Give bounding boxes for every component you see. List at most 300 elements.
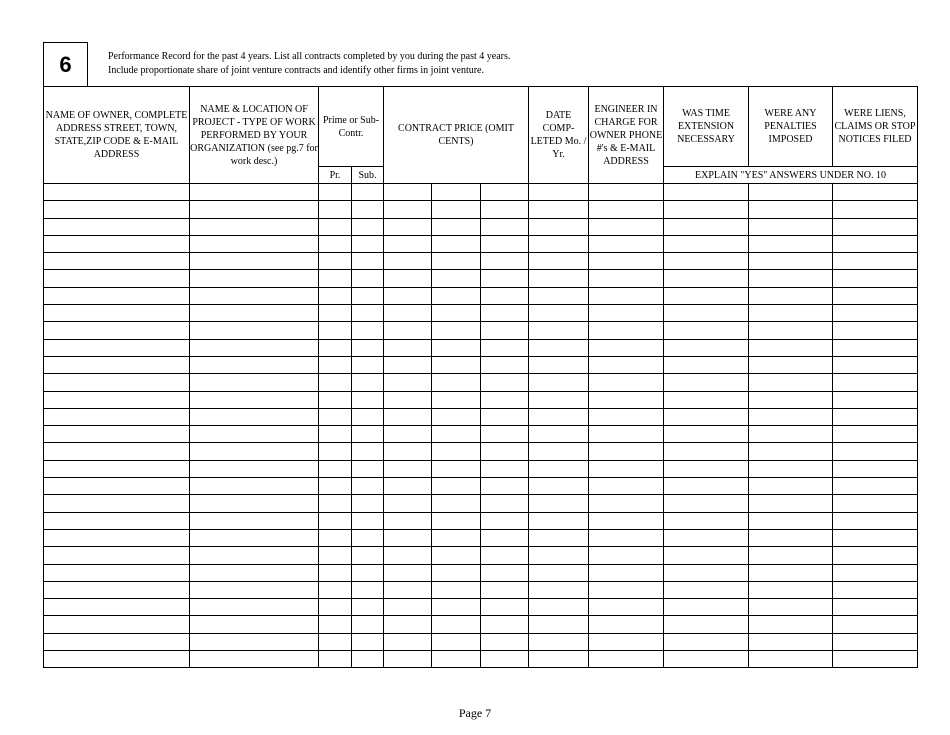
cell-prime[interactable] (319, 270, 352, 287)
cell-engineer[interactable] (589, 599, 664, 616)
cell-sub[interactable] (352, 564, 384, 581)
cell-prime[interactable] (319, 356, 352, 373)
cell-price-2[interactable] (432, 339, 481, 356)
cell-liens[interactable] (833, 443, 918, 460)
cell-time-extension[interactable] (664, 184, 749, 201)
cell-price-2[interactable] (432, 426, 481, 443)
cell-liens[interactable] (833, 201, 918, 218)
cell-price-1[interactable] (384, 547, 432, 564)
cell-price-3[interactable] (481, 460, 529, 477)
cell-engineer[interactable] (589, 651, 664, 668)
cell-project[interactable] (190, 322, 319, 339)
cell-time-extension[interactable] (664, 339, 749, 356)
cell-price-3[interactable] (481, 391, 529, 408)
cell-price-2[interactable] (432, 460, 481, 477)
cell-penalties[interactable] (749, 339, 833, 356)
cell-price-1[interactable] (384, 184, 432, 201)
cell-prime[interactable] (319, 616, 352, 633)
cell-project[interactable] (190, 495, 319, 512)
cell-time-extension[interactable] (664, 616, 749, 633)
cell-time-extension[interactable] (664, 235, 749, 252)
cell-prime[interactable] (319, 235, 352, 252)
cell-date[interactable] (529, 235, 589, 252)
cell-price-3[interactable] (481, 478, 529, 495)
cell-prime[interactable] (319, 426, 352, 443)
cell-engineer[interactable] (589, 478, 664, 495)
cell-penalties[interactable] (749, 460, 833, 477)
cell-engineer[interactable] (589, 356, 664, 373)
cell-owner[interactable] (44, 478, 190, 495)
cell-prime[interactable] (319, 495, 352, 512)
cell-project[interactable] (190, 391, 319, 408)
cell-owner[interactable] (44, 512, 190, 529)
cell-owner[interactable] (44, 391, 190, 408)
cell-owner[interactable] (44, 270, 190, 287)
cell-price-1[interactable] (384, 426, 432, 443)
cell-engineer[interactable] (589, 408, 664, 425)
cell-penalties[interactable] (749, 356, 833, 373)
cell-liens[interactable] (833, 339, 918, 356)
cell-price-2[interactable] (432, 599, 481, 616)
cell-time-extension[interactable] (664, 581, 749, 598)
cell-engineer[interactable] (589, 184, 664, 201)
cell-owner[interactable] (44, 599, 190, 616)
cell-sub[interactable] (352, 478, 384, 495)
cell-project[interactable] (190, 651, 319, 668)
cell-sub[interactable] (352, 339, 384, 356)
cell-owner[interactable] (44, 633, 190, 650)
cell-engineer[interactable] (589, 443, 664, 460)
cell-price-2[interactable] (432, 235, 481, 252)
cell-price-1[interactable] (384, 322, 432, 339)
cell-owner[interactable] (44, 184, 190, 201)
cell-price-1[interactable] (384, 356, 432, 373)
cell-price-3[interactable] (481, 322, 529, 339)
cell-owner[interactable] (44, 460, 190, 477)
cell-engineer[interactable] (589, 495, 664, 512)
cell-sub[interactable] (352, 184, 384, 201)
cell-project[interactable] (190, 339, 319, 356)
cell-engineer[interactable] (589, 633, 664, 650)
cell-sub[interactable] (352, 356, 384, 373)
cell-date[interactable] (529, 443, 589, 460)
cell-prime[interactable] (319, 599, 352, 616)
cell-price-3[interactable] (481, 581, 529, 598)
cell-time-extension[interactable] (664, 287, 749, 304)
cell-owner[interactable] (44, 581, 190, 598)
cell-date[interactable] (529, 201, 589, 218)
cell-time-extension[interactable] (664, 495, 749, 512)
cell-penalties[interactable] (749, 235, 833, 252)
cell-price-2[interactable] (432, 391, 481, 408)
cell-liens[interactable] (833, 460, 918, 477)
cell-time-extension[interactable] (664, 408, 749, 425)
cell-price-1[interactable] (384, 235, 432, 252)
cell-project[interactable] (190, 305, 319, 322)
cell-price-1[interactable] (384, 339, 432, 356)
cell-prime[interactable] (319, 512, 352, 529)
cell-time-extension[interactable] (664, 547, 749, 564)
cell-date[interactable] (529, 374, 589, 391)
cell-project[interactable] (190, 253, 319, 270)
cell-price-3[interactable] (481, 408, 529, 425)
cell-date[interactable] (529, 339, 589, 356)
cell-penalties[interactable] (749, 253, 833, 270)
cell-date[interactable] (529, 460, 589, 477)
cell-liens[interactable] (833, 512, 918, 529)
cell-engineer[interactable] (589, 287, 664, 304)
cell-project[interactable] (190, 235, 319, 252)
cell-sub[interactable] (352, 633, 384, 650)
cell-owner[interactable] (44, 287, 190, 304)
cell-penalties[interactable] (749, 443, 833, 460)
cell-sub[interactable] (352, 426, 384, 443)
cell-engineer[interactable] (589, 270, 664, 287)
cell-penalties[interactable] (749, 564, 833, 581)
cell-price-3[interactable] (481, 374, 529, 391)
cell-price-1[interactable] (384, 564, 432, 581)
cell-price-2[interactable] (432, 512, 481, 529)
cell-liens[interactable] (833, 564, 918, 581)
cell-project[interactable] (190, 512, 319, 529)
cell-project[interactable] (190, 616, 319, 633)
cell-sub[interactable] (352, 495, 384, 512)
cell-sub[interactable] (352, 408, 384, 425)
cell-price-1[interactable] (384, 408, 432, 425)
cell-price-3[interactable] (481, 270, 529, 287)
cell-time-extension[interactable] (664, 253, 749, 270)
cell-price-1[interactable] (384, 305, 432, 322)
cell-sub[interactable] (352, 287, 384, 304)
cell-engineer[interactable] (589, 460, 664, 477)
cell-engineer[interactable] (589, 581, 664, 598)
cell-sub[interactable] (352, 547, 384, 564)
cell-price-1[interactable] (384, 616, 432, 633)
cell-project[interactable] (190, 564, 319, 581)
cell-liens[interactable] (833, 426, 918, 443)
cell-project[interactable] (190, 443, 319, 460)
cell-date[interactable] (529, 391, 589, 408)
cell-sub[interactable] (352, 460, 384, 477)
cell-price-2[interactable] (432, 633, 481, 650)
cell-price-2[interactable] (432, 270, 481, 287)
cell-date[interactable] (529, 633, 589, 650)
cell-penalties[interactable] (749, 305, 833, 322)
cell-liens[interactable] (833, 356, 918, 373)
cell-price-1[interactable] (384, 581, 432, 598)
cell-project[interactable] (190, 529, 319, 546)
cell-liens[interactable] (833, 322, 918, 339)
cell-engineer[interactable] (589, 512, 664, 529)
cell-date[interactable] (529, 651, 589, 668)
cell-liens[interactable] (833, 651, 918, 668)
cell-price-3[interactable] (481, 235, 529, 252)
cell-engineer[interactable] (589, 305, 664, 322)
cell-price-3[interactable] (481, 547, 529, 564)
cell-prime[interactable] (319, 443, 352, 460)
cell-liens[interactable] (833, 253, 918, 270)
cell-date[interactable] (529, 426, 589, 443)
cell-price-3[interactable] (481, 253, 529, 270)
cell-sub[interactable] (352, 443, 384, 460)
cell-penalties[interactable] (749, 374, 833, 391)
cell-price-3[interactable] (481, 529, 529, 546)
cell-prime[interactable] (319, 201, 352, 218)
cell-date[interactable] (529, 270, 589, 287)
cell-owner[interactable] (44, 201, 190, 218)
cell-price-3[interactable] (481, 218, 529, 235)
cell-liens[interactable] (833, 616, 918, 633)
cell-sub[interactable] (352, 374, 384, 391)
cell-liens[interactable] (833, 495, 918, 512)
cell-price-3[interactable] (481, 339, 529, 356)
cell-sub[interactable] (352, 270, 384, 287)
cell-sub[interactable] (352, 616, 384, 633)
cell-price-2[interactable] (432, 581, 481, 598)
cell-time-extension[interactable] (664, 599, 749, 616)
cell-owner[interactable] (44, 408, 190, 425)
cell-prime[interactable] (319, 322, 352, 339)
cell-sub[interactable] (352, 651, 384, 668)
cell-owner[interactable] (44, 235, 190, 252)
cell-owner[interactable] (44, 253, 190, 270)
cell-time-extension[interactable] (664, 356, 749, 373)
cell-engineer[interactable] (589, 426, 664, 443)
cell-price-3[interactable] (481, 356, 529, 373)
cell-project[interactable] (190, 374, 319, 391)
cell-sub[interactable] (352, 581, 384, 598)
cell-price-2[interactable] (432, 529, 481, 546)
cell-price-1[interactable] (384, 201, 432, 218)
cell-price-3[interactable] (481, 201, 529, 218)
cell-liens[interactable] (833, 270, 918, 287)
cell-date[interactable] (529, 581, 589, 598)
cell-owner[interactable] (44, 374, 190, 391)
cell-date[interactable] (529, 218, 589, 235)
cell-penalties[interactable] (749, 547, 833, 564)
cell-project[interactable] (190, 599, 319, 616)
cell-price-1[interactable] (384, 253, 432, 270)
cell-price-1[interactable] (384, 633, 432, 650)
cell-date[interactable] (529, 408, 589, 425)
cell-prime[interactable] (319, 305, 352, 322)
cell-project[interactable] (190, 287, 319, 304)
cell-date[interactable] (529, 599, 589, 616)
cell-penalties[interactable] (749, 599, 833, 616)
cell-engineer[interactable] (589, 529, 664, 546)
cell-prime[interactable] (319, 581, 352, 598)
cell-liens[interactable] (833, 408, 918, 425)
cell-date[interactable] (529, 547, 589, 564)
cell-price-3[interactable] (481, 184, 529, 201)
cell-price-2[interactable] (432, 201, 481, 218)
cell-liens[interactable] (833, 633, 918, 650)
cell-penalties[interactable] (749, 529, 833, 546)
cell-owner[interactable] (44, 356, 190, 373)
cell-penalties[interactable] (749, 426, 833, 443)
cell-price-3[interactable] (481, 426, 529, 443)
cell-penalties[interactable] (749, 512, 833, 529)
cell-price-2[interactable] (432, 408, 481, 425)
cell-date[interactable] (529, 512, 589, 529)
cell-engineer[interactable] (589, 564, 664, 581)
cell-sub[interactable] (352, 322, 384, 339)
cell-price-2[interactable] (432, 495, 481, 512)
cell-owner[interactable] (44, 443, 190, 460)
cell-project[interactable] (190, 426, 319, 443)
cell-liens[interactable] (833, 529, 918, 546)
cell-time-extension[interactable] (664, 512, 749, 529)
cell-price-2[interactable] (432, 651, 481, 668)
cell-liens[interactable] (833, 305, 918, 322)
cell-prime[interactable] (319, 460, 352, 477)
cell-sub[interactable] (352, 201, 384, 218)
cell-time-extension[interactable] (664, 374, 749, 391)
cell-penalties[interactable] (749, 201, 833, 218)
cell-price-1[interactable] (384, 270, 432, 287)
cell-price-3[interactable] (481, 287, 529, 304)
cell-time-extension[interactable] (664, 426, 749, 443)
cell-project[interactable] (190, 408, 319, 425)
cell-penalties[interactable] (749, 581, 833, 598)
cell-owner[interactable] (44, 651, 190, 668)
cell-project[interactable] (190, 184, 319, 201)
cell-date[interactable] (529, 495, 589, 512)
cell-sub[interactable] (352, 599, 384, 616)
cell-time-extension[interactable] (664, 218, 749, 235)
cell-price-2[interactable] (432, 374, 481, 391)
cell-price-3[interactable] (481, 633, 529, 650)
cell-price-2[interactable] (432, 287, 481, 304)
cell-price-2[interactable] (432, 616, 481, 633)
cell-penalties[interactable] (749, 495, 833, 512)
cell-project[interactable] (190, 633, 319, 650)
cell-liens[interactable] (833, 218, 918, 235)
cell-liens[interactable] (833, 184, 918, 201)
cell-price-2[interactable] (432, 253, 481, 270)
cell-price-1[interactable] (384, 599, 432, 616)
cell-time-extension[interactable] (664, 460, 749, 477)
cell-engineer[interactable] (589, 322, 664, 339)
cell-prime[interactable] (319, 478, 352, 495)
cell-price-1[interactable] (384, 478, 432, 495)
cell-project[interactable] (190, 356, 319, 373)
cell-engineer[interactable] (589, 374, 664, 391)
cell-sub[interactable] (352, 512, 384, 529)
cell-project[interactable] (190, 547, 319, 564)
cell-owner[interactable] (44, 529, 190, 546)
cell-time-extension[interactable] (664, 564, 749, 581)
cell-prime[interactable] (319, 287, 352, 304)
cell-owner[interactable] (44, 564, 190, 581)
cell-price-1[interactable] (384, 374, 432, 391)
cell-price-2[interactable] (432, 218, 481, 235)
cell-penalties[interactable] (749, 322, 833, 339)
cell-project[interactable] (190, 460, 319, 477)
cell-prime[interactable] (319, 547, 352, 564)
cell-prime[interactable] (319, 339, 352, 356)
cell-price-2[interactable] (432, 478, 481, 495)
cell-project[interactable] (190, 218, 319, 235)
cell-prime[interactable] (319, 184, 352, 201)
cell-date[interactable] (529, 305, 589, 322)
cell-liens[interactable] (833, 478, 918, 495)
cell-time-extension[interactable] (664, 443, 749, 460)
cell-prime[interactable] (319, 651, 352, 668)
cell-price-3[interactable] (481, 616, 529, 633)
cell-owner[interactable] (44, 426, 190, 443)
cell-time-extension[interactable] (664, 270, 749, 287)
cell-owner[interactable] (44, 495, 190, 512)
cell-penalties[interactable] (749, 391, 833, 408)
cell-engineer[interactable] (589, 616, 664, 633)
cell-owner[interactable] (44, 322, 190, 339)
cell-prime[interactable] (319, 253, 352, 270)
cell-price-1[interactable] (384, 529, 432, 546)
cell-price-2[interactable] (432, 443, 481, 460)
cell-liens[interactable] (833, 599, 918, 616)
cell-price-3[interactable] (481, 443, 529, 460)
cell-owner[interactable] (44, 305, 190, 322)
cell-liens[interactable] (833, 391, 918, 408)
cell-price-2[interactable] (432, 322, 481, 339)
cell-penalties[interactable] (749, 616, 833, 633)
cell-owner[interactable] (44, 616, 190, 633)
cell-sub[interactable] (352, 253, 384, 270)
cell-date[interactable] (529, 529, 589, 546)
cell-date[interactable] (529, 616, 589, 633)
cell-price-2[interactable] (432, 305, 481, 322)
cell-date[interactable] (529, 356, 589, 373)
cell-project[interactable] (190, 581, 319, 598)
cell-price-2[interactable] (432, 547, 481, 564)
cell-sub[interactable] (352, 305, 384, 322)
cell-prime[interactable] (319, 391, 352, 408)
cell-sub[interactable] (352, 218, 384, 235)
cell-engineer[interactable] (589, 201, 664, 218)
cell-time-extension[interactable] (664, 322, 749, 339)
cell-time-extension[interactable] (664, 651, 749, 668)
cell-price-3[interactable] (481, 564, 529, 581)
cell-engineer[interactable] (589, 218, 664, 235)
cell-time-extension[interactable] (664, 478, 749, 495)
cell-project[interactable] (190, 201, 319, 218)
cell-liens[interactable] (833, 287, 918, 304)
cell-date[interactable] (529, 184, 589, 201)
cell-prime[interactable] (319, 564, 352, 581)
cell-prime[interactable] (319, 633, 352, 650)
cell-sub[interactable] (352, 235, 384, 252)
cell-prime[interactable] (319, 408, 352, 425)
cell-price-1[interactable] (384, 391, 432, 408)
cell-price-1[interactable] (384, 651, 432, 668)
cell-price-3[interactable] (481, 599, 529, 616)
cell-date[interactable] (529, 253, 589, 270)
cell-price-1[interactable] (384, 460, 432, 477)
cell-price-1[interactable] (384, 287, 432, 304)
cell-project[interactable] (190, 270, 319, 287)
cell-price-2[interactable] (432, 356, 481, 373)
cell-price-1[interactable] (384, 218, 432, 235)
cell-liens[interactable] (833, 235, 918, 252)
cell-prime[interactable] (319, 218, 352, 235)
cell-engineer[interactable] (589, 253, 664, 270)
cell-sub[interactable] (352, 529, 384, 546)
cell-penalties[interactable] (749, 270, 833, 287)
cell-price-1[interactable] (384, 512, 432, 529)
cell-sub[interactable] (352, 391, 384, 408)
cell-price-2[interactable] (432, 564, 481, 581)
